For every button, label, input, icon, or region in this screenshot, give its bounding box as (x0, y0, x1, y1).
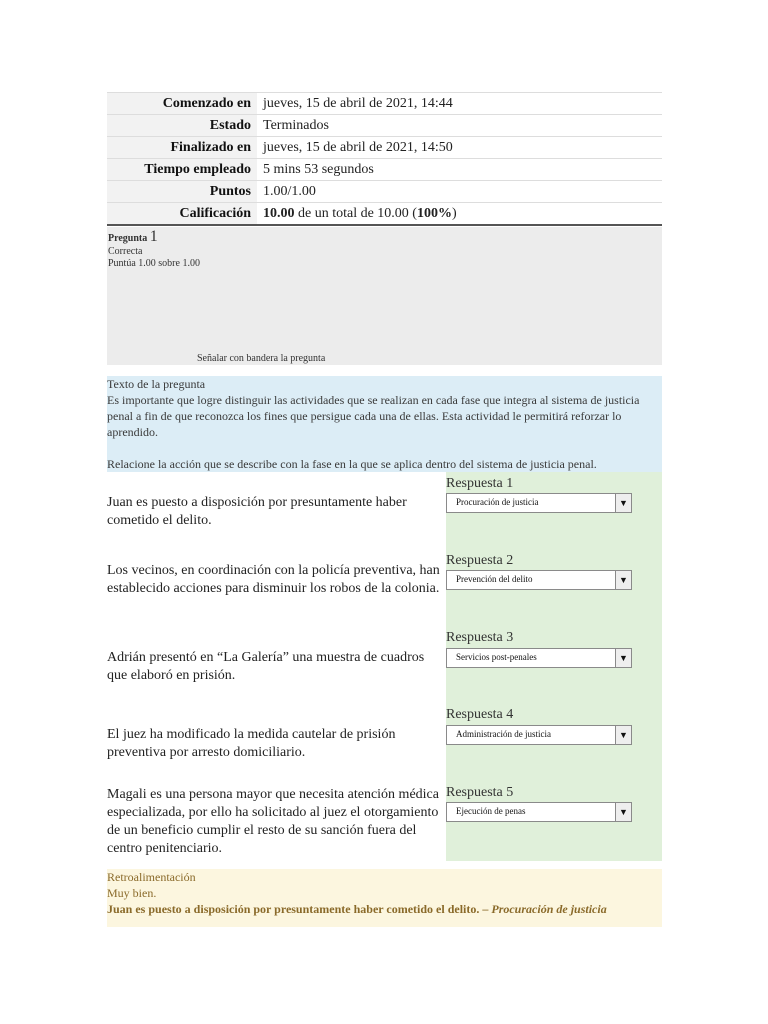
summary-label: Comenzado en (107, 93, 257, 115)
feedback-answer-separator: – (479, 902, 492, 916)
feedback-answer-phase: Procuración de justicia (491, 902, 607, 916)
answer-select-value: Procuración de justicia (456, 497, 539, 507)
grade-total-text: de un total de 10.00 ( (294, 206, 417, 221)
summary-row-grade (107, 203, 662, 226)
answer-prompt: Magali es una persona mayor que necesita atención médica especializada, por ello ha solicitado al juez el otorgamiento de un beneficio cumplir el resto de su sanción fuera del centro penitenciario. (107, 787, 439, 856)
summary-value: 5 mins 53 segundos (257, 159, 662, 181)
summary-value: Terminados (257, 115, 662, 137)
answer-label: Respuesta 3 (446, 630, 514, 645)
attempt-summary-table (107, 92, 662, 226)
question-prefix: Pregunta (108, 233, 148, 244)
answer-select[interactable] (446, 725, 632, 745)
question-info-panel (107, 227, 662, 365)
question-intro: Es importante que logre distinguir las actividades que se realizan en cada fase que integra al sistema de justicia penal a fin de que reconozca los fines que persigue cada una de ellas. Esta actividad le permitirá reforzar lo aprendido. (107, 393, 640, 439)
summary-value: jueves, 15 de abril de 2021, 14:44 (257, 93, 662, 115)
feedback-heading: Retroalimentación (107, 870, 196, 884)
summary-row (107, 159, 662, 181)
answer-prompt: El juez ha modificado la medida cautelar de prisión preventiva por arresto domiciliario. (107, 727, 396, 760)
summary-row (107, 93, 662, 115)
grade-label: Calificación (107, 203, 257, 226)
question-status: Correcta (108, 246, 143, 257)
summary-row (107, 137, 662, 159)
answer-prompt: Los vecinos, en coordinación con la policía preventiva, han establecido acciones para disminuir los robos de la colonia. (107, 563, 440, 596)
question-number (108, 228, 158, 246)
answer-label: Respuesta 1 (446, 476, 514, 491)
summary-label: Puntos (107, 181, 257, 203)
question-text-heading: Texto de la pregunta (107, 377, 206, 391)
summary-label: Estado (107, 115, 257, 137)
answer-select-value: Prevención del delito (456, 574, 533, 584)
grade-value (257, 203, 662, 226)
summary-row (107, 115, 662, 137)
answer-select-value: Ejecución de penas (456, 806, 526, 816)
answer-select[interactable] (446, 570, 632, 590)
grade-score: 10.00 (263, 206, 295, 221)
summary-value: jueves, 15 de abril de 2021, 14:50 (257, 137, 662, 159)
feedback-answer-text: Juan es puesto a disposición por presuntamente haber cometido el delito. (107, 902, 480, 916)
question-mark: Puntúa 1.00 sobre 1.00 (108, 258, 200, 269)
grade-percent: 100% (416, 206, 452, 221)
dropdown-arrow-icon[interactable]: ▼ (615, 803, 631, 821)
grade-close: ) (451, 206, 457, 221)
dropdown-arrow-icon[interactable]: ▼ (615, 494, 631, 512)
feedback-general: Muy bien. (107, 886, 157, 900)
summary-value: 1.00/1.00 (257, 181, 662, 203)
answer-select-value: Servicios post-penales (456, 652, 537, 662)
answer-label: Respuesta 4 (446, 707, 514, 722)
dropdown-arrow-icon[interactable]: ▼ (615, 571, 631, 589)
question-number-value: 1 (149, 228, 158, 245)
flag-question-link[interactable]: Señalar con bandera la pregunta (197, 353, 326, 364)
answer-select[interactable] (446, 802, 632, 822)
summary-label: Tiempo empleado (107, 159, 257, 181)
answer-label: Respuesta 2 (446, 553, 514, 568)
answer-select[interactable] (446, 493, 632, 513)
answer-select[interactable] (446, 648, 632, 668)
summary-row (107, 181, 662, 203)
dropdown-arrow-icon[interactable]: ▼ (615, 726, 631, 744)
question-instruction: Relacione la acción que se describe con la fase en la que se aplica dentro del sistema de justicia penal. (107, 457, 597, 471)
answer-prompt: Adrián presentó en “La Galería” una muestra de cuadros que elaboró en prisión. (107, 650, 425, 683)
answer-prompt: Juan es puesto a disposición por presuntamente haber cometido el delito. (107, 495, 407, 528)
feedback-panel (107, 869, 662, 927)
summary-label: Finalizado en (107, 137, 257, 159)
question-text-panel (107, 376, 662, 472)
answer-select-value: Administración de justicia (456, 729, 551, 739)
answer-label: Respuesta 5 (446, 785, 514, 800)
dropdown-arrow-icon[interactable]: ▼ (615, 649, 631, 667)
feedback-correct-answer (107, 901, 662, 917)
